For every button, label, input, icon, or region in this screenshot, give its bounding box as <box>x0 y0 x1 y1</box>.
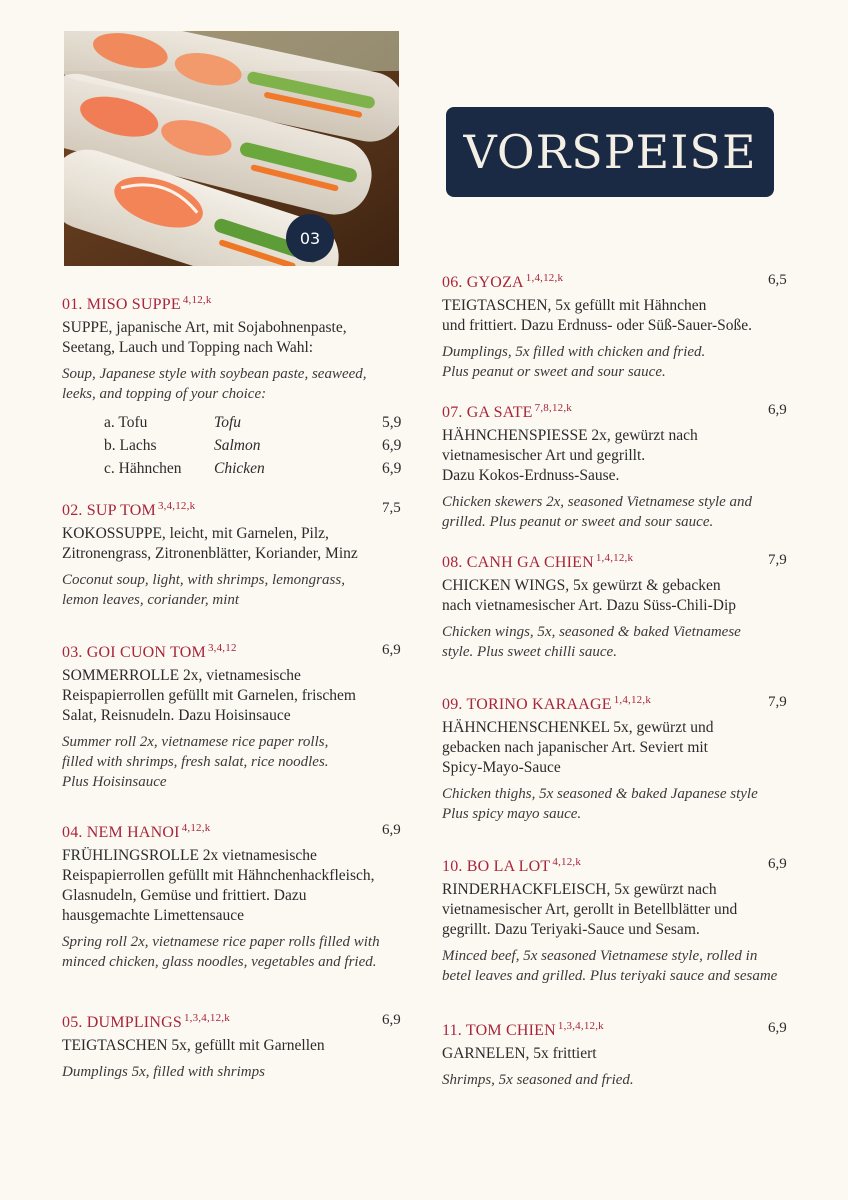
option-label-english: Tofu <box>214 414 242 431</box>
menu-item-name <box>62 824 210 841</box>
description-german <box>62 318 406 358</box>
menu-item-title: 11. TOM CHIEN <box>442 1022 556 1039</box>
description-english <box>62 732 406 792</box>
menu-item-name <box>62 644 237 661</box>
menu-item <box>62 500 406 610</box>
description-line: leeks, and topping of your choice: <box>62 386 267 402</box>
description-german <box>442 426 792 486</box>
menu-item-price: 6,5 <box>768 272 787 288</box>
description-english <box>442 492 792 532</box>
menu-item-name <box>442 554 633 571</box>
option-label-english: Salmon <box>214 437 261 454</box>
menu-item <box>442 856 792 986</box>
description-line: betel leaves and grilled. Plus teriyaki sauce and sesame <box>442 968 778 984</box>
menu-item-price: 6,9 <box>382 1012 401 1028</box>
description-line: RINDERHACKFLEISCH, 5x gewürzt nach <box>442 881 717 898</box>
description-german <box>62 846 406 926</box>
menu-item <box>442 694 792 824</box>
menu-item-price: 6,9 <box>382 822 401 838</box>
description-line: FRÜHLINGSROLLE 2x vietnamesische <box>62 847 317 864</box>
menu-item-title: 06. GYOZA <box>442 274 524 291</box>
description-line: Minced beef, 5x seasoned Vietnamese style, rolled in <box>442 948 758 964</box>
description-line: style. Plus sweet chilli sauce. <box>442 644 617 660</box>
description-line: Plus Hoisinsauce <box>62 774 167 790</box>
allergen-codes: 3,4,12,k <box>157 500 196 512</box>
topping-options <box>62 414 406 483</box>
menu-item <box>442 402 792 532</box>
section-title: VORSPEISE <box>463 125 757 179</box>
allergen-codes: 3,4,12 <box>207 642 237 654</box>
menu-item-price: 6,9 <box>768 402 787 418</box>
description-line: minced chicken, glass noodles, vegetables and fried. <box>62 954 377 970</box>
option-price: 6,9 <box>382 460 402 477</box>
description-line: Shrimps, 5x seasoned and fried. <box>442 1072 634 1088</box>
description-line: grilled. Plus peanut or sweet and sour sauce. <box>442 514 714 530</box>
description-line: Plus peanut or sweet and sour sauce. <box>442 364 666 380</box>
description-english <box>62 932 406 972</box>
description-line: Chicken skewers 2x, seasoned Vietnamese style and <box>442 494 753 510</box>
description-line: Glasnudeln, Gemüse und frittiert. Dazu <box>62 887 307 904</box>
option-label: c. Hähnchen <box>104 460 182 477</box>
description-line: Dazu Kokos-Erdnuss-Sause. <box>442 467 620 484</box>
description-german <box>442 1044 792 1064</box>
description-line: KOKOSSUPPE, leicht, mit Garnelen, Pilz, <box>62 525 329 542</box>
summer-rolls-photo <box>64 31 399 266</box>
menu-item-price: 6,9 <box>382 642 401 658</box>
allergen-codes: 7,8,12,k <box>534 402 573 414</box>
description-english <box>62 364 406 404</box>
allergen-codes: 1,3,4,12,k <box>183 1012 230 1024</box>
section-header <box>446 107 774 197</box>
menu-item-price: 6,9 <box>768 856 787 872</box>
description-line: Plus spicy mayo sauce. <box>442 806 582 822</box>
allergen-codes: 1,4,12,k <box>525 272 564 284</box>
description-english <box>442 784 792 824</box>
description-german <box>442 576 792 616</box>
menu-item-title: 04. NEM HANOI <box>62 824 180 841</box>
option-label: b. Lachs <box>104 437 157 454</box>
description-line: Seetang, Lauch und Topping nach Wahl: <box>62 339 314 356</box>
allergen-codes: 4,12,k <box>181 822 211 834</box>
menu-item-title: 10. BO LA LOT <box>442 858 551 875</box>
menu-item-name <box>442 858 581 875</box>
description-german <box>442 718 792 778</box>
menu-item-name <box>62 1014 230 1031</box>
allergen-codes: 1,3,4,12,k <box>557 1020 604 1032</box>
menu-item-price: 6,9 <box>768 1020 787 1036</box>
menu-item-name <box>62 296 212 313</box>
menu-item-price: 7,5 <box>382 500 401 516</box>
description-german <box>62 666 406 726</box>
description-line: Spicy-Mayo-Sauce <box>442 759 561 776</box>
menu-item-name <box>442 696 651 713</box>
description-german <box>442 880 792 940</box>
description-english <box>442 946 792 986</box>
description-line: Reispapierrollen gefüllt mit Hähnchenhackfleisch, <box>62 867 375 884</box>
option-price: 6,9 <box>382 437 402 454</box>
description-line: vietnamesischer Art, gerollt in Betellblätter und <box>442 901 738 918</box>
description-line: gebacken nach japanischer Art. Seviert mit <box>442 739 708 756</box>
description-english <box>62 570 406 610</box>
description-line: TEIGTASCHEN 5x, gefüllt mit Garnellen <box>62 1037 325 1054</box>
allergen-codes: 1,4,12,k <box>613 694 652 706</box>
menu-item-name <box>442 404 572 421</box>
description-german <box>442 296 792 336</box>
description-line: CHICKEN WINGS, 5x gewürzt & gebacken <box>442 577 721 594</box>
menu-item <box>62 1012 406 1082</box>
description-line: Reispapierrollen gefüllt mit Garnelen, frischem <box>62 687 356 704</box>
menu-item-title: 02. SUP TOM <box>62 502 156 519</box>
description-line: Chicken thighs, 5x seasoned & baked Japanese style <box>442 786 758 802</box>
menu-item <box>442 1020 792 1090</box>
description-line: GARNELEN, 5x frittiert <box>442 1045 597 1062</box>
menu-item-title: 01. MISO SUPPE <box>62 296 181 313</box>
description-line: Zitronengrass, Zitronenblätter, Koriander, Minz <box>62 545 358 562</box>
description-line: Soup, Japanese style with soybean paste, seaweed, <box>62 366 367 382</box>
allergen-codes: 1,4,12,k <box>595 552 634 564</box>
menu-item-title: 07. GA SATE <box>442 404 533 421</box>
allergen-codes: 4,12,k <box>552 856 582 868</box>
topping-option <box>62 437 406 460</box>
description-line: Dumplings, 5x filled with chicken and fried. <box>442 344 706 360</box>
description-line: SOMMERROLLE 2x, vietnamesische <box>62 667 301 684</box>
option-label-english: Chicken <box>214 460 265 477</box>
topping-option <box>62 460 406 483</box>
option-price: 5,9 <box>382 414 402 431</box>
description-line: filled with shrimps, fresh salat, rice noodles. <box>62 754 329 770</box>
menu-item <box>62 294 406 483</box>
description-line: HÄHNCHENSPIESSE 2x, gewürzt nach <box>442 427 698 444</box>
description-english <box>442 622 792 662</box>
menu-item <box>62 642 406 792</box>
description-line: und frittiert. Dazu Erdnuss- oder Süß-Sauer-Soße. <box>442 317 753 334</box>
description-line: Summer roll 2x, vietnamese rice paper rolls, <box>62 734 329 750</box>
menu-item-title: 09. TORINO KARAAGE <box>442 696 612 713</box>
option-label: a. Tofu <box>104 414 148 431</box>
description-line: nach vietnamesischer Art. Dazu Süss-Chili-Dip <box>442 597 737 614</box>
menu-item-title: 08. CANH GA CHIEN <box>442 554 594 571</box>
menu-item <box>442 552 792 662</box>
topping-option <box>62 414 406 437</box>
description-line: Spring roll 2x, vietnamese rice paper rolls filled with <box>62 934 380 950</box>
description-line: hausgemachte Limettensauce <box>62 907 245 924</box>
description-english <box>62 1062 406 1082</box>
menu-item-name <box>442 1022 604 1039</box>
allergen-codes: 4,12,k <box>182 294 212 306</box>
menu-item-title: 03. GOI CUON TOM <box>62 644 206 661</box>
description-line: vietnamesischer Art und gegrillt. <box>442 447 646 464</box>
description-line: Salat, Reisnudeln. Dazu Hoisinsauce <box>62 707 291 724</box>
menu-item <box>442 272 792 382</box>
description-line: lemon leaves, coriander, mint <box>62 592 240 608</box>
description-line: HÄHNCHENSCHENKEL 5x, gewürzt und <box>442 719 714 736</box>
description-line: TEIGTASCHEN, 5x gefüllt mit Hähnchen <box>442 297 707 314</box>
menu-item-name <box>442 274 563 291</box>
description-english <box>442 342 792 382</box>
description-german <box>62 1036 406 1056</box>
description-line: SUPPE, japanische Art, mit Sojabohnenpaste, <box>62 319 347 336</box>
menu-item-name <box>62 502 195 519</box>
description-english <box>442 1070 792 1090</box>
menu-item-price: 7,9 <box>768 694 787 710</box>
description-line: Coconut soup, light, with shrimps, lemongrass, <box>62 572 345 588</box>
menu-item <box>62 822 406 972</box>
menu-item-title: 05. DUMPLINGS <box>62 1014 182 1031</box>
page-number-badge: 03 <box>286 214 334 262</box>
menu-item-price: 7,9 <box>768 552 787 568</box>
description-line: Chicken wings, 5x, seasoned & baked Vietnamese <box>442 624 741 640</box>
description-german <box>62 524 406 564</box>
description-line: Dumplings 5x, filled with shrimps <box>62 1064 265 1080</box>
description-line: gegrillt. Dazu Teriyaki-Sauce und Sesam. <box>442 921 700 938</box>
